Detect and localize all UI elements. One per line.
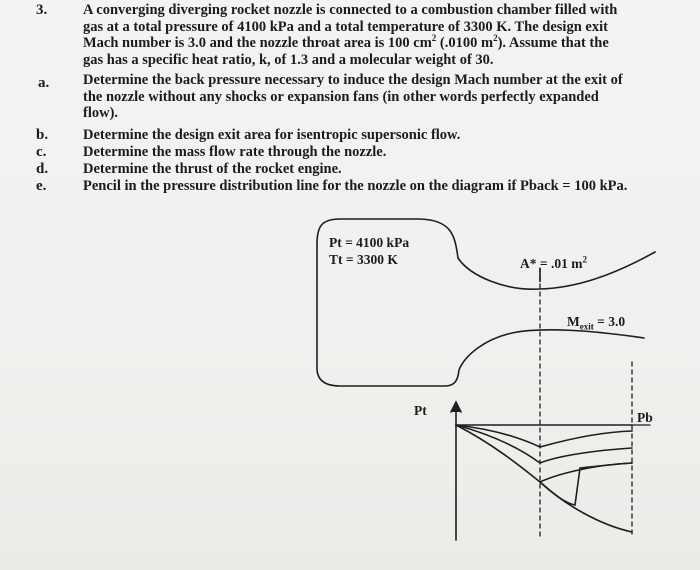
pressure-curve-subsonic-1: [456, 425, 632, 447]
part-c-letter: c.: [36, 144, 47, 160]
pt-axis-arrow: [451, 402, 461, 412]
part-a-line-3: flow).: [83, 105, 119, 122]
part-d-text: Determine the thrust of the rocket engine.: [83, 161, 342, 177]
pt-axis-label: Pt: [414, 403, 427, 418]
part-a-letter: a.: [38, 75, 50, 91]
part-a-line-2: the nozzle without any shocks or expansion fans (in other words perfectly expanded: [83, 88, 599, 105]
chamber-pressure-label: Pt = 4100 kPa: [329, 235, 410, 250]
pressure-curve-subsonic-2: [456, 425, 632, 463]
chamber-temperature-label: Tt = 3300 K: [329, 252, 398, 267]
statement-line-4: gas has a specific heat ratio, k, of 1.3 and a molecular weight of 30.: [83, 51, 494, 68]
throat-area-label: A* = .01 $m^2$: [520, 254, 587, 271]
problem-number: 3.: [36, 2, 48, 18]
part-e-letter: e.: [36, 178, 47, 194]
statement-line-2: gas at a total pressure of 4100 kPa and a total temperature of 3300 K. The design exit: [83, 18, 608, 35]
statement-line-1: A converging diverging rocket nozzle is connected to a combustion chamber filled with: [83, 2, 618, 18]
statement-line-3: Mach number is 3.0 and the nozzle throat area is 100 $cm^2$ (.0100 $m^2$). Assume that the: [83, 33, 609, 52]
part-b-text: Determine the design exit area for isentropic supersonic flow.: [83, 127, 461, 143]
exit-mach-label: $M_{exit} = 3.0$: [567, 314, 626, 332]
part-a-line-1: Determine the back pressure necessary to induce the design Mach number at the exit of: [83, 72, 623, 88]
part-b-letter: b.: [36, 127, 49, 143]
part-e-text: Pencil in the pressure distribution line for the nozzle on the diagram if Pback = 100 kPa.: [83, 178, 628, 194]
pb-axis-label: Pb: [637, 410, 653, 425]
part-d-letter: d.: [36, 161, 49, 177]
pressure-curve-supersonic: [540, 482, 632, 532]
part-c-text: Determine the mass flow rate through the nozzle.: [83, 144, 387, 160]
